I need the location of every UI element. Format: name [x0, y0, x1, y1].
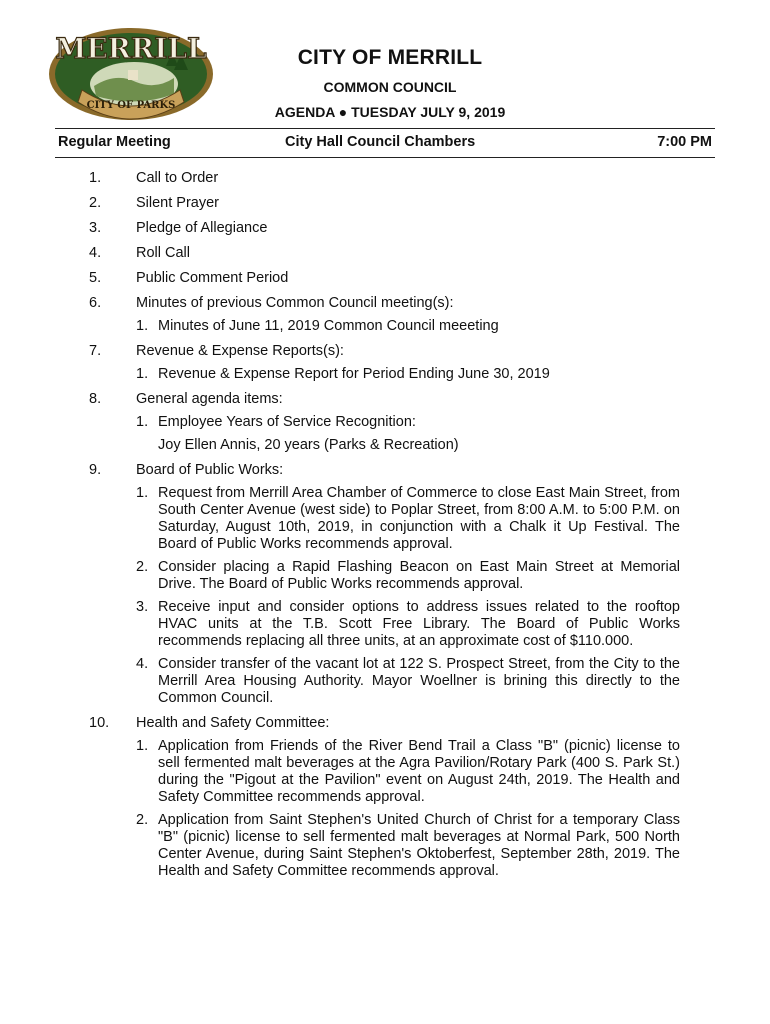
bottom-rule	[55, 157, 715, 158]
sub-item-number: 1.	[136, 485, 149, 501]
sub-item-number: 2.	[136, 559, 149, 575]
item-number: 9.	[89, 462, 102, 478]
sub-item	[0, 414, 770, 431]
agenda-item	[0, 343, 770, 383]
sub-item-number: 1.	[136, 366, 149, 382]
agenda-list	[0, 170, 770, 888]
agenda-item	[0, 715, 770, 880]
logo-tagline: CITY OF PARKS	[86, 100, 176, 111]
agenda-item	[0, 462, 770, 707]
meeting-time: 7:00 PM	[657, 134, 712, 150]
agenda-date: AGENDA ● TUESDAY JULY 9, 2019	[274, 104, 506, 120]
sub-item-text: Application from Saint Stephen's United Church of Christ for a temporary Class "B" (picnic) license to sell fermented malt beverages at Normal Park, 500 North Center Avenue, during Saint Stephen's Oktoberfest, September 28th, 2019. The Health and Safety Committee recommends approval.	[158, 812, 680, 879]
item-text: Health and Safety Committee:	[136, 715, 330, 731]
agenda-item	[0, 295, 770, 335]
item-text: Minutes of previous Common Council meeting(s):	[136, 295, 454, 311]
sub-item	[0, 559, 770, 593]
item-text: Pledge of Allegiance	[136, 220, 268, 236]
council-title: COMMON COUNCIL	[323, 79, 457, 95]
item-text: Board of Public Works:	[136, 462, 284, 478]
item-number: 2.	[89, 195, 102, 211]
sub-item-text: Receive input and consider options to address issues related to the rooftop HVAC units at the T.B. Scott Free Library. The Board of Public Works recommends replacing all three units, at an approximate cost of $110.000.	[158, 599, 680, 649]
sub-item-text: Application from Friends of the River Bend Trail a Class "B" (picnic) license to sell fermented malt beverages at the Agra Pavilion/Rotary Park (400 S. Park St.) during the "Pigout at the Pavilion" event on August 24th, 2019. The Health and Safety Committee recommends approval.	[158, 738, 680, 805]
sub-item	[0, 485, 770, 553]
top-rule	[55, 128, 715, 129]
item-number: 8.	[89, 391, 102, 407]
sub-item	[0, 656, 770, 707]
sub-item-number: 2.	[136, 812, 149, 828]
sub-item-text: Consider transfer of the vacant lot at 122 S. Prospect Street, from the City to the Merrill Area Housing Authority. Mayor Woellner is brining this directly to the Common Council.	[158, 656, 680, 706]
agenda-item	[0, 195, 770, 212]
sub-item-text: Employee Years of Service Recognition:	[158, 414, 416, 430]
item-text: Revenue & Expense Reports(s):	[136, 343, 344, 359]
sub-item-number: 3.	[136, 599, 149, 615]
item-text: General agenda items:	[136, 391, 283, 407]
item-number: 7.	[89, 343, 102, 359]
item-number: 10.	[89, 715, 110, 731]
sub-item-number: 1.	[136, 414, 149, 430]
logo-name: MERRILL	[55, 32, 207, 65]
agenda-item	[0, 170, 770, 187]
sub-item	[0, 366, 770, 383]
sub-item-number: 1.	[136, 738, 149, 754]
meeting-info-row	[55, 134, 715, 154]
item-number: 6.	[89, 295, 102, 311]
sub-item	[0, 599, 770, 650]
item-number: 5.	[89, 270, 102, 286]
sub-item-number: 1.	[136, 318, 149, 334]
item-text: Call to Order	[136, 170, 219, 186]
meeting-type: Regular Meeting	[58, 134, 171, 150]
item-number: 3.	[89, 220, 102, 236]
agenda-item	[0, 391, 770, 454]
agenda-item	[0, 220, 770, 237]
sub-item-text: Consider placing a Rapid Flashing Beacon on East Main Street at Memorial Drive. The Board of Public Works recommends approval.	[158, 559, 680, 592]
item-text: Public Comment Period	[136, 270, 289, 286]
sub-item	[0, 318, 770, 335]
city-logo	[46, 24, 216, 122]
city-title: CITY OF MERRILL	[297, 46, 483, 69]
sub-item-text: Minutes of June 11, 2019 Common Council meeeting	[158, 318, 499, 334]
meeting-location: City Hall Council Chambers	[285, 134, 476, 150]
sub-item	[0, 812, 770, 880]
sub-item-text: Revenue & Expense Report for Period Ending June 30, 2019	[158, 366, 550, 382]
sub-item	[0, 738, 770, 806]
agenda-item	[0, 245, 770, 262]
agenda-item	[0, 270, 770, 287]
sub-item-number: 4.	[136, 656, 149, 672]
sub-item-text: Request from Merrill Area Chamber of Commerce to close East Main Street, from South Center Avenue (west side) to Poplar Street, from 8:00 A.M. to 5:00 P.M. on Saturday, August 10th, 2019, in conjunction with a Chalk it Up Festival. The Board of Public Works recommends approval.	[158, 485, 680, 552]
item-text: Silent Prayer	[136, 195, 220, 211]
item-text: Roll Call	[136, 245, 190, 261]
sub-item-detail: Joy Ellen Annis, 20 years (Parks & Recreation)	[158, 437, 459, 453]
item-number: 1.	[89, 170, 102, 186]
item-number: 4.	[89, 245, 102, 261]
